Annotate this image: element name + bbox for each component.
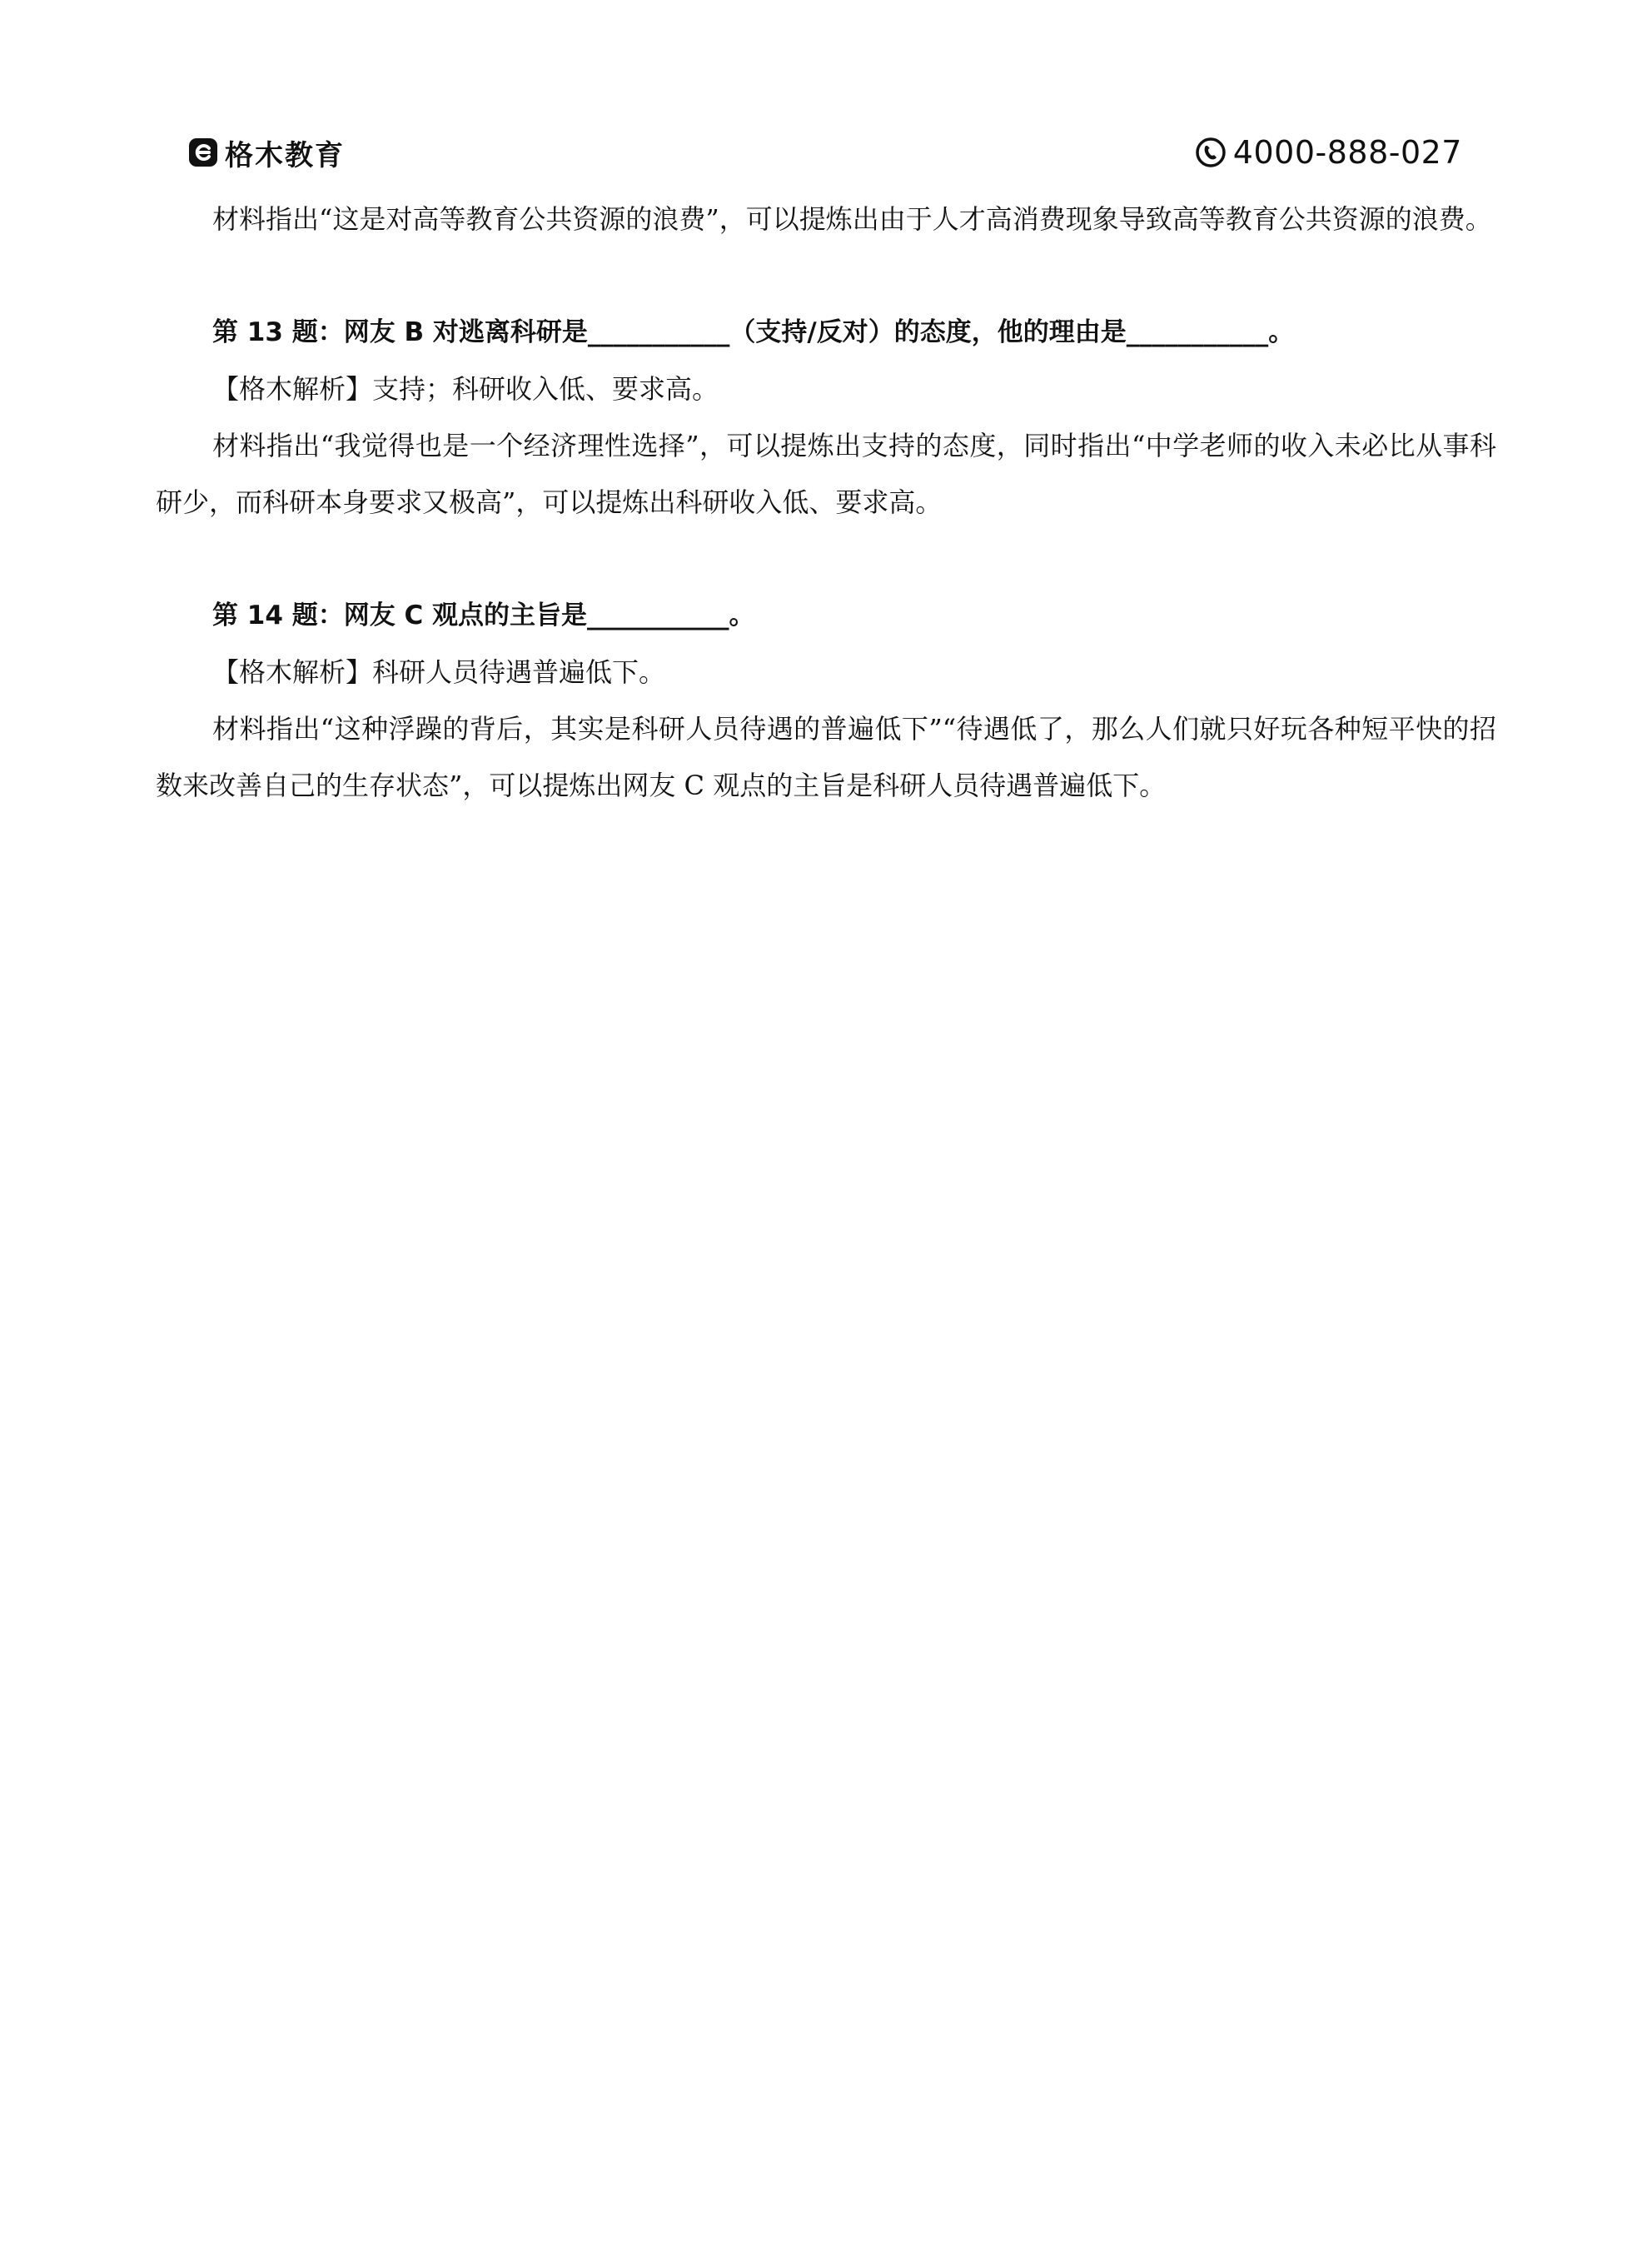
section-gap [156,531,1496,587]
analysis-13-paragraph: 材料指出“我觉得也是一个经济理性选择”，可以提炼出支持的态度，同时指出“中学老师的收入未必比从事科研少，而科研本身要求又极高”，可以提炼出科研收入低、要求高。 [156,430,1496,518]
section-gap [156,247,1496,304]
hotline [1195,133,1462,172]
question-14: 第 14 题：网友 C 观点的主旨是___________。 [212,601,755,631]
phone-number: 4000-888-027 [1232,134,1462,171]
intro-analysis-paragraph: 材料指出“这是对高等教育公共资源的浪费”，可以提炼出由于人才高消费现象导致高等教育公共资源的浪费。 [212,203,1492,235]
page-header [188,133,1462,172]
answer-13: 【格木解析】支持；科研收入低、要求高。 [212,373,719,405]
phone-icon [1195,137,1227,168]
logo-text: 格木教育 [225,138,345,172]
gemu-logo-icon [188,137,218,167]
analysis-14-paragraph: 材料指出“这种浮躁的背后，其实是科研人员待遇的普遍低下”“待遇低了，那么人们就只好玩各种短平快的招数来改善自己的生存状态”，可以提炼出网友 C 观点的主旨是科研人员待遇普遍低下。 [156,713,1496,801]
brand-logo [188,133,345,172]
question-13: 第 13 题：网友 B 对逃离科研是___________（支持/反对）的态度，他的理由是___________。 [212,317,1295,347]
document-body [156,191,1496,814]
answer-14: 【格木解析】科研人员待遇普遍低下。 [212,656,666,688]
